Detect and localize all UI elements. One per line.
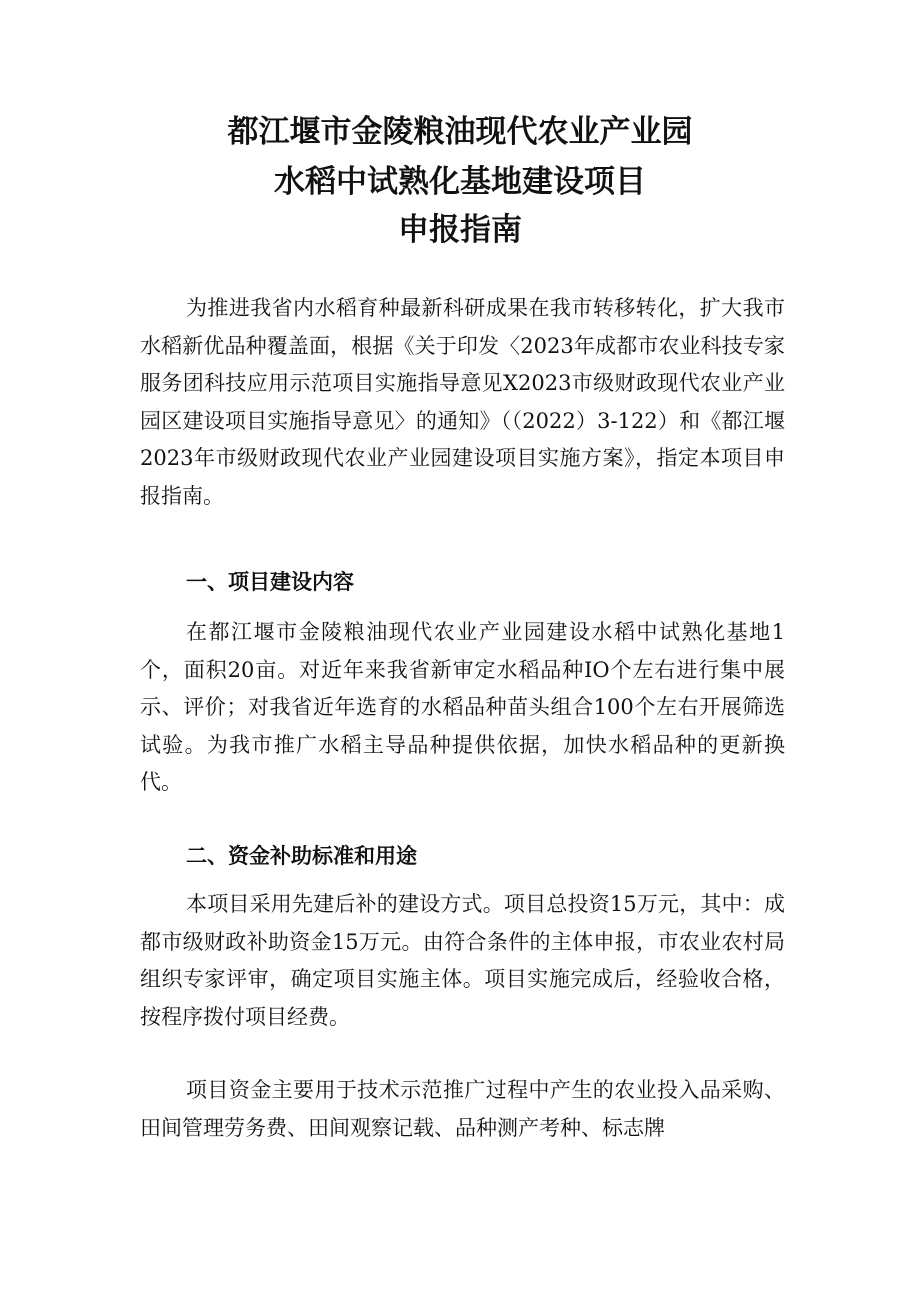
document-title-line-3: 申报指南 [398,212,522,248]
section-2-paragraph-1: 本项目采用先建后补的建设方式。项目总投资15万元，其中：成都市级财政补助资金15万元。由符合条件的主体申报，市农业农村局组织专家评审，确定项目实施主体。项目实施完成后，经验收合格，按程序拨付项目经费。 [140,892,785,1029]
document-title-line-1: 都江堰市金陵粮油现代农业产业园 [227,114,693,150]
document-title-line-2: 水稻中试熟化基地建设项目 [274,164,646,200]
section-2-paragraph-2: 项目资金主要用于技术示范推广过程中产生的农业投入品采购、田间管理劳务费、田间观察记载、品种测产考种、标志牌 [140,1078,785,1140]
section-1-paragraph-1: 在都江堰市金陵粮油现代农业产业园建设水稻中试熟化基地1个，面积20亩。对近年来我省新审定水稻品种IO个左右进行集中展示、评价；对我省近年选育的水稻品种苗头组合100个左右开展筛选试验。为我市推广水稻主导品种提供依据，加快水稻品种的更新换代。 [140,620,785,794]
section-1-heading: 一、项目建设内容 [186,570,354,594]
intro-paragraph: 为推进我省内水稻育种最新科研成果在我市转移转化，扩大我市水稻新优品种覆盖面，根据《关于印发〈2023年成都市农业科技专家服务团科技应用示范项目实施指导意见X2023市级财政现代农业产业园区建设项目实施指导意见〉的通知》（（2022）3-122）和《都江堰2023年市级财政现代农业产业园建设项目实施方案》，指定本项目申报指南。 [140,296,785,508]
section-2-heading: 二、资金补助标准和用途 [186,844,417,868]
